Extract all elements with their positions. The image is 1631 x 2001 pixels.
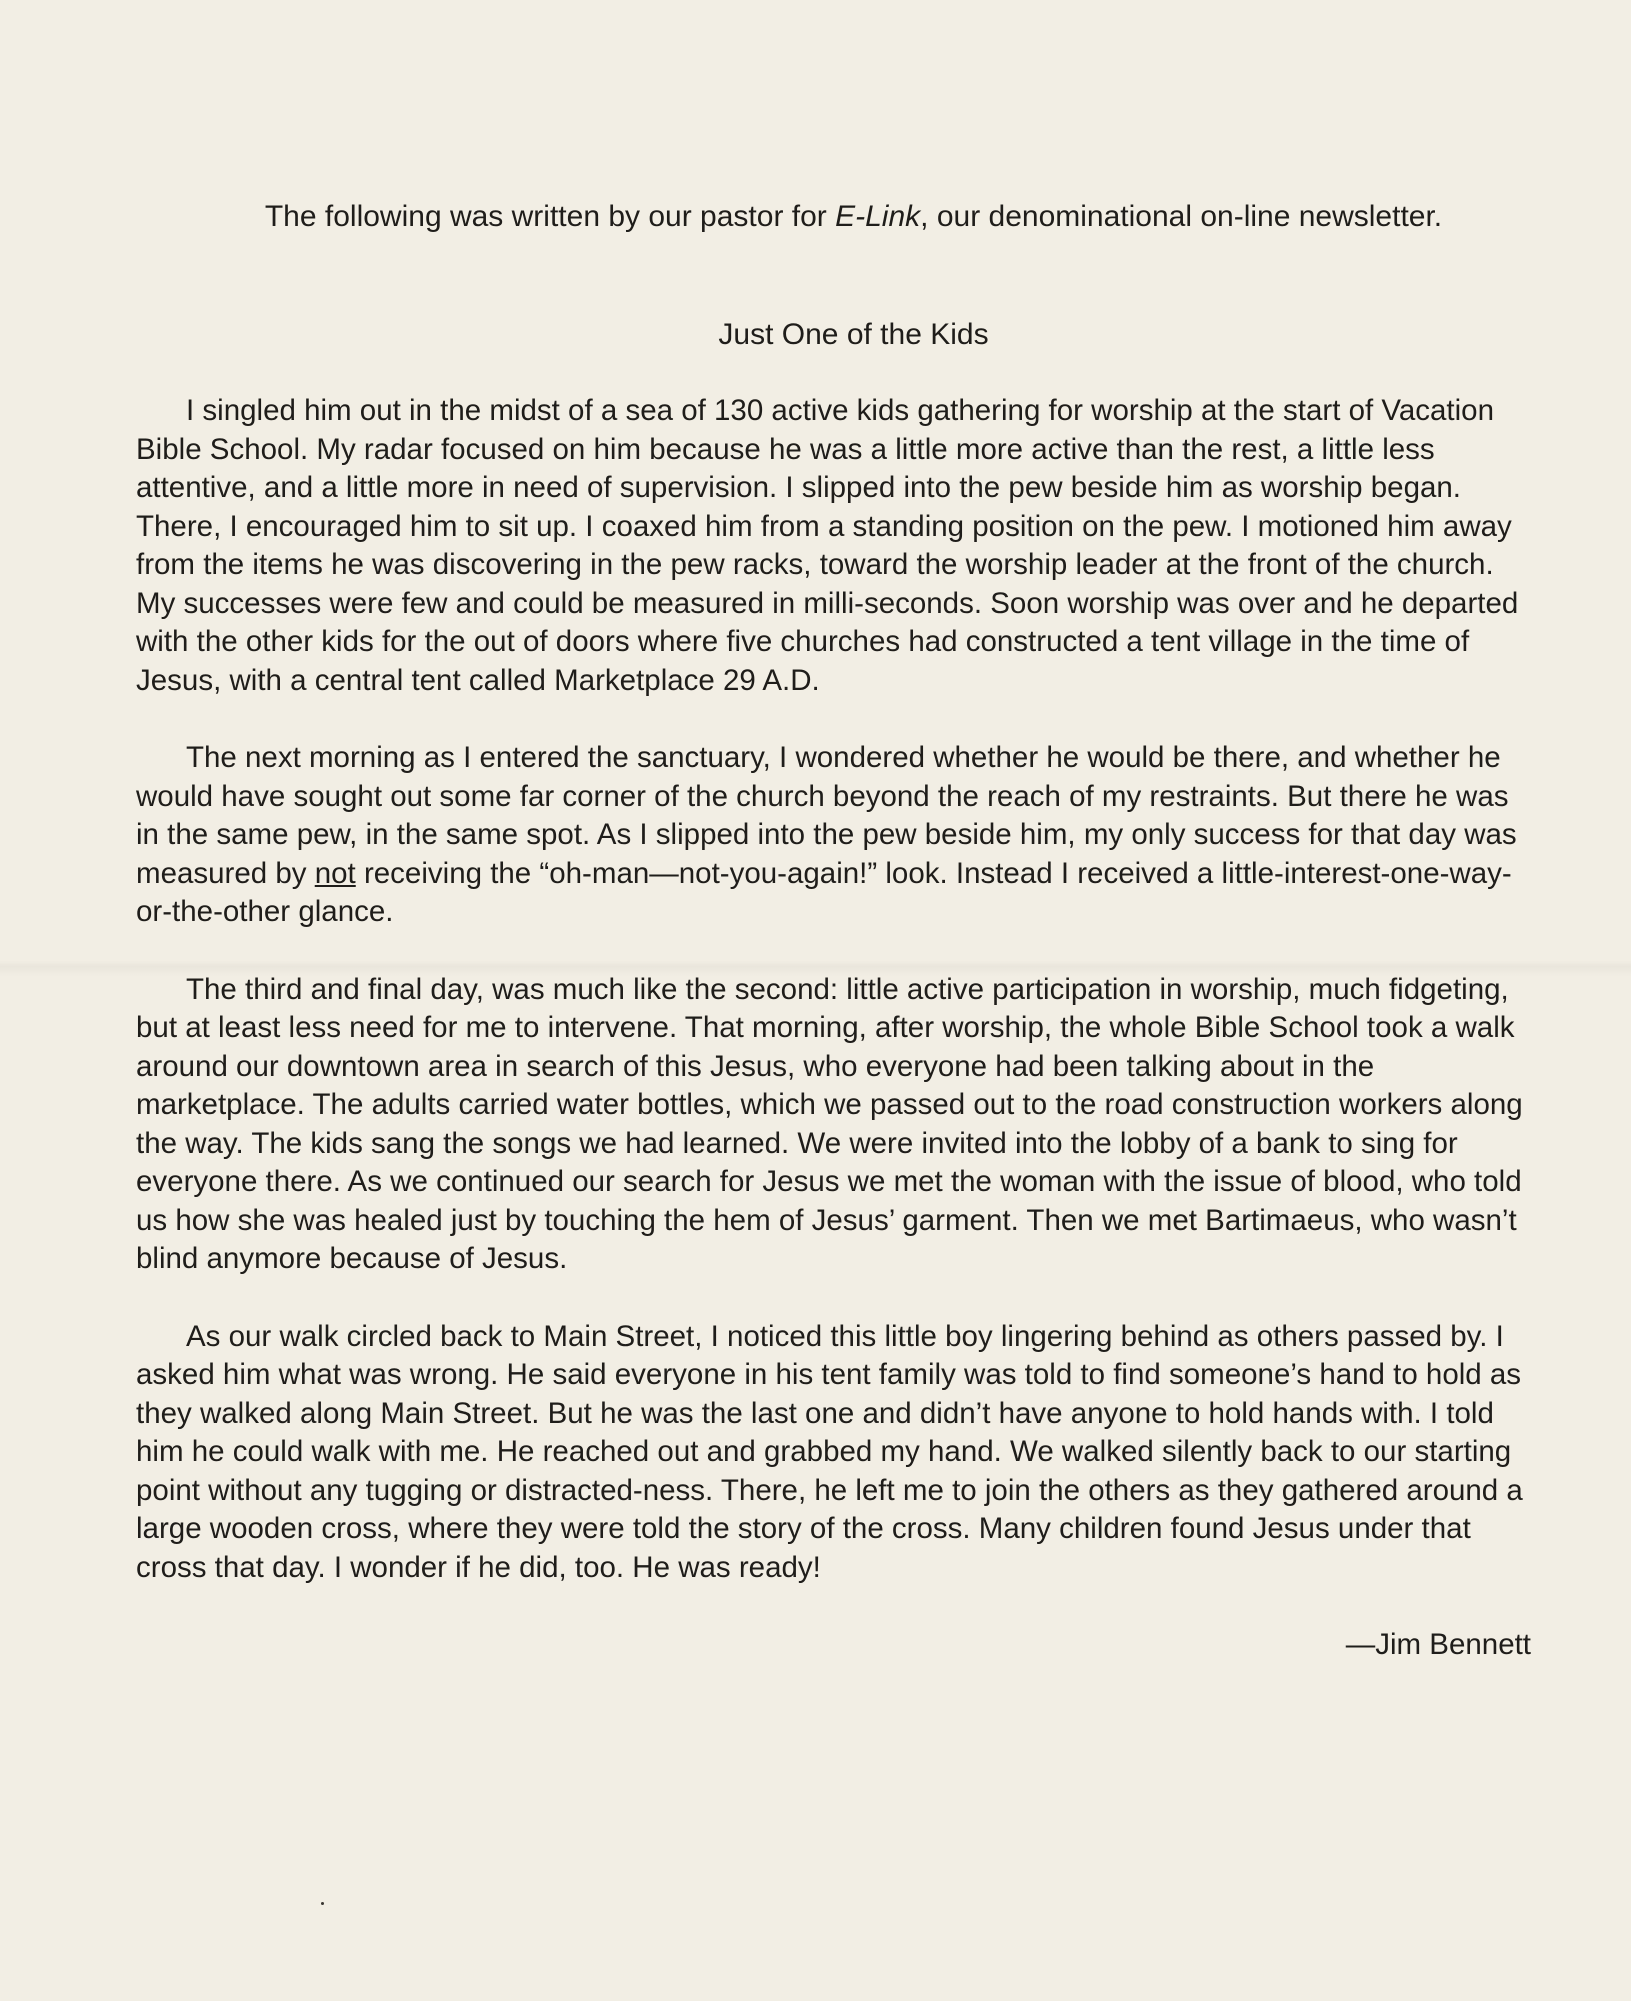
document-body [136, 198, 1531, 1664]
paragraph-3: The third and final day, was much like the second: little active participation in worship, much fidgeting, but at least less need for me to intervene. That morning, after worship, the whole Bible School took a walk around our downtown area in search of this Jesus, who everyone had been talking about in the marketplace. The adults carried water bottles, which we passed out to the road construction workers along the way. The kids sang the songs we had learned. We were invited into the lobby of a bank to sing for everyone there. As we continued our search for Jesus we met the woman with the issue of blood, who told us how she was healed just by touching the hem of Jesus’ garment. Then we met Bartimaeus, who wasn’t blind anymore because of Jesus. [136, 972, 1523, 1275]
underlined-word: not [314, 856, 356, 890]
article-title: Just One of the Kids [718, 318, 989, 351]
paragraph-2-before: The next morning as I entered the sanctuary, I wondered whether he would be there, and whether he would have sought out some far corner of the church beyond the reach of my restraints. But there he was in the same pew, in the same spot. As I slipped into the pew beside him, my only success for that day was measured by [136, 741, 1517, 890]
intro-before: The following was written by our pastor for [264, 200, 836, 233]
intro-line [136, 198, 1531, 236]
publication-name: E-Link [835, 200, 921, 233]
author-signature: —Jim Bennett [1345, 1628, 1531, 1661]
intro-after: , our denominational on-line newsletter. [920, 200, 1443, 233]
paragraph-2 [136, 739, 1531, 932]
paragraph-2-after: receiving the “oh-man—not-you-again!” look. Instead I received a little-interest-one-way-or-the-other glance. [136, 856, 1512, 928]
paragraph-4: As our walk circled back to Main Street, I noticed this little boy lingering behind as others passed by. I asked him what was wrong. He said everyone in his tent family was told to find someone’s hand to hold as they walked along Main Street. But he was the last one and didn’t have anyone to hold hands with. I told him he could walk with me. He reached out and grabbed my hand. We walked silently back to our starting point without any tugging or distracted-ness. There, he left me to join the others as they gathered around a large wooden cross, where they were told the story of the cross. Many children found Jesus under that cross that day. I wonder if he did, too. He was ready! [136, 1319, 1523, 1584]
paper-speck [321, 1902, 324, 1905]
paragraph-1: I singled him out in the midst of a sea of 130 active kids gathering for worship at the start of Vacation Bible School. My radar focused on him because he was a little more active than the rest, a little less attentive, and a little more in need of supervision. I slipped into the pew beside him as worship began. There, I encouraged him to sit up. I coaxed him from a standing position on the pew. I motioned him away from the items he was discovering in the pew racks, toward the worship leader at the front of the church. My successes were few and could be measured in milli-seconds. Soon worship was over and he departed with the other kids for the out of doors where five churches had constructed a tent village in the time of Jesus, with a central tent called Marketplace 29 A.D. [136, 394, 1519, 697]
